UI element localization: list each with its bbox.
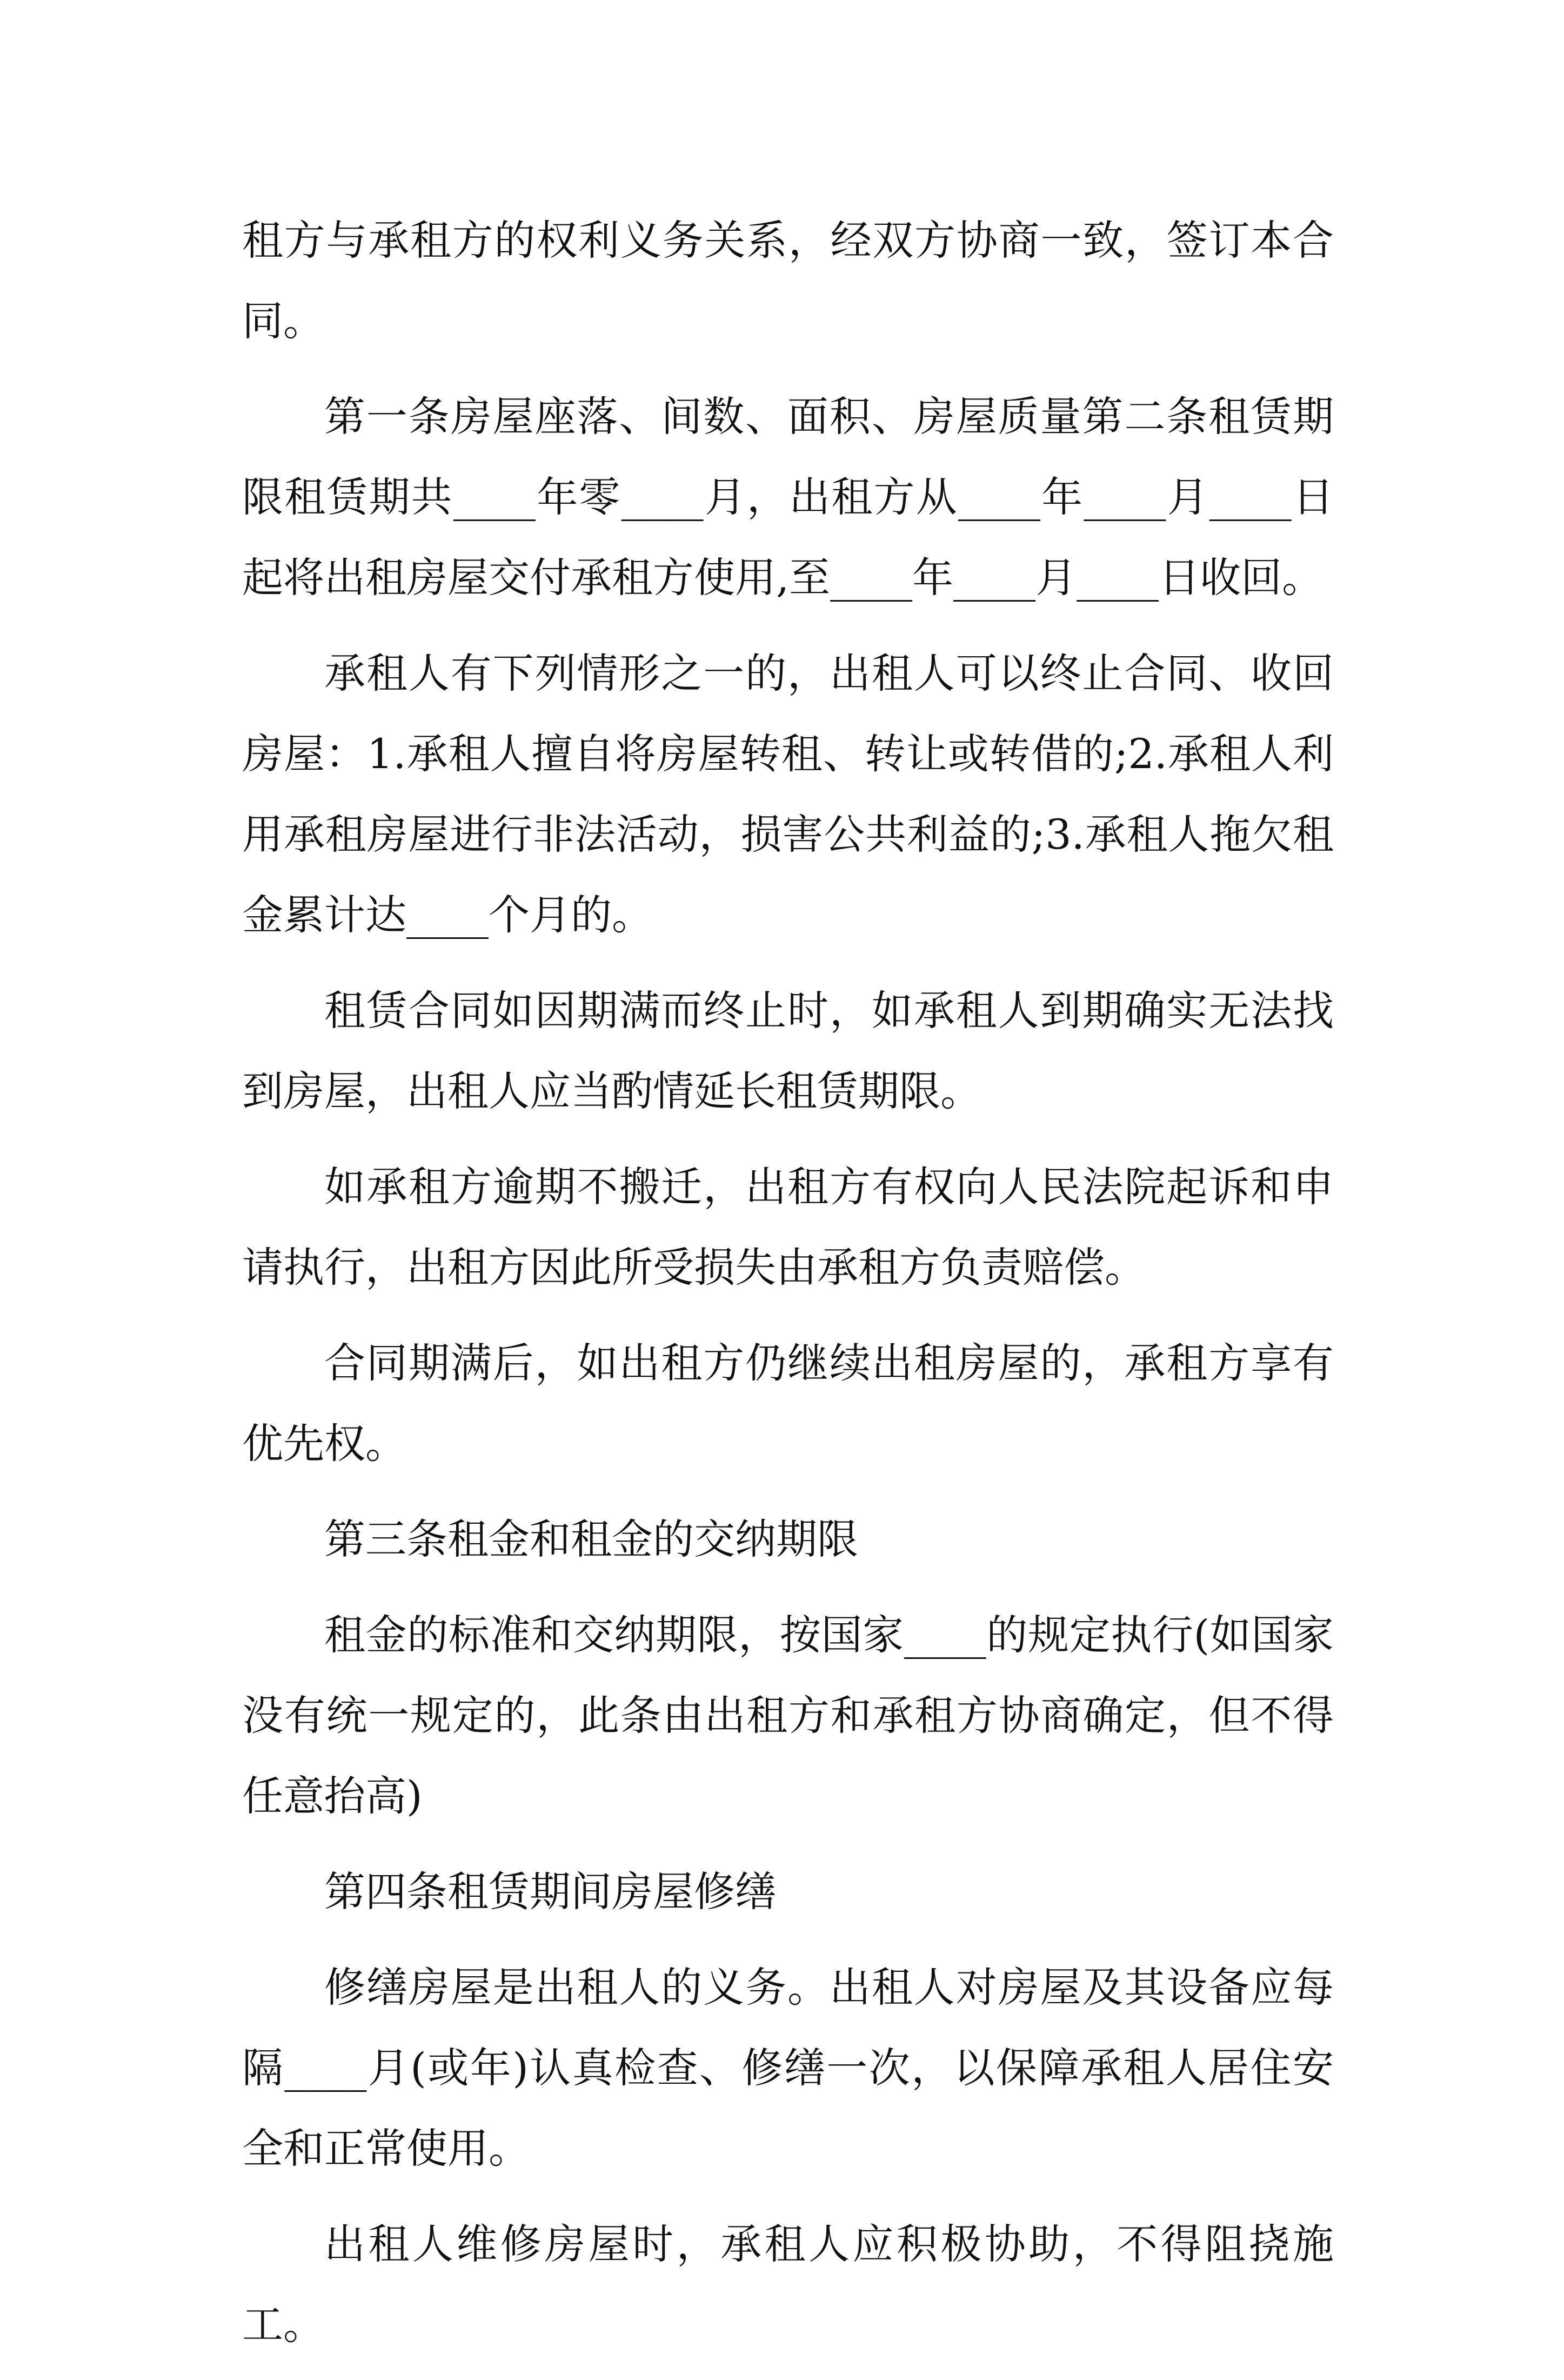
paragraph: 租金的标准和交纳期限，按国家____的规定执行(如国家没有统一规定的，此条由出租方和承租方协商确定，但不得任意抬高) [242,1611,1334,1820]
section-heading: 第四条租赁期间房屋修缮 [324,1868,776,1916]
document-page [242,200,1334,2380]
paragraph: 修缮房屋是出租人的义务。出租人对房屋及其设备应每隔____月(或年)认真检查、修缮一次，以保障承租人居住安全和正常使用。 [242,1963,1334,2172]
paragraph: 合同期满后，如出租方仍继续出租房屋的，承租方享有优先权。 [242,1339,1334,1468]
section-heading: 第三条租金和租金的交纳期限 [324,1515,858,1563]
paragraph: 租赁合同如因期满而终止时，如承租人到期确实无法找到房屋，出租人应当酌情延长租赁期限。 [242,986,1334,1115]
paragraph: 承租人有下列情形之一的，出租人可以终止合同、收回房屋：1.承租人擅自将房屋转租、转让或转借的;2.承租人利用承租房屋进行非法活动，损害公共利益的;3.承租人拖欠租金累计达____个月的。 [242,649,1334,939]
paragraph: 第一条房屋座落、间数、面积、房屋质量第二条租赁期限租赁期共____年零____月，出租方从____年____月____日起将出租房屋交付承租方使用,至____年____月____日收回。 [242,392,1334,602]
paragraph: 出租人维修房屋时，承租人应积极协助，不得阻挠施工。 [242,2220,1334,2349]
paragraph: 租方与承租方的权利义务关系，经双方协商一致，签订本合同。 [242,216,1334,345]
paragraph: 如承租方逾期不搬迁，出租方有权向人民法院起诉和申请执行，出租方因此所受损失由承租方负责赔偿。 [242,1163,1334,1291]
